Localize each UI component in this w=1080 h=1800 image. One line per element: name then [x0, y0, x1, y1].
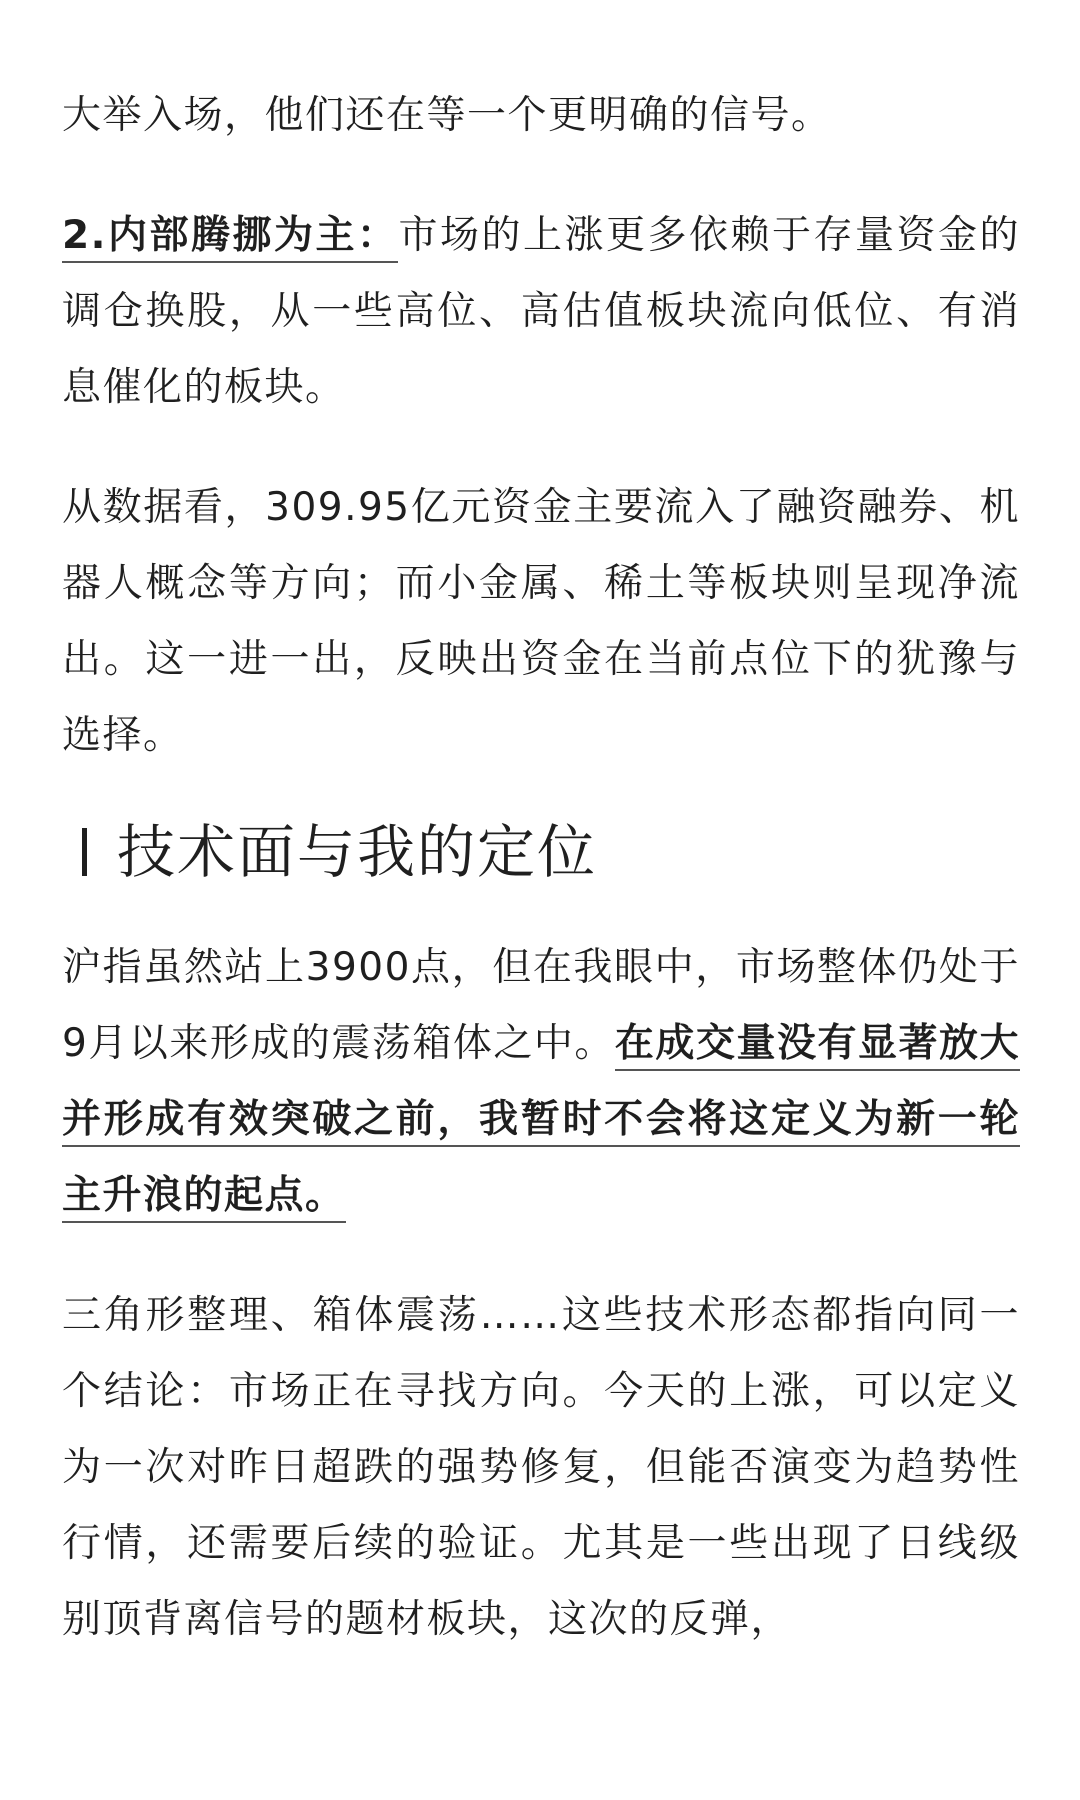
- bold-emphasis: 在成交量没有显著放大并形成有效突破之前，我暂时不会将这定义为新一轮主升浪的起点。: [62, 1021, 1020, 1223]
- bold-point-label: 2.内部腾挪为主：: [62, 213, 398, 263]
- paragraph-technical: [62, 930, 1020, 1234]
- paragraph-capital-flow: 从数据看，309.95亿元资金主要流入了融资融券、机器人概念等方向；而小金属、稀土等板块则呈现净流出。这一进一出，反映出资金在当前点位下的犹豫与选择。: [62, 485, 1020, 758]
- section-heading-text: 技术面与我的定位: [117, 818, 598, 886]
- paragraph-signal: 大举入场，他们还在等一个更明确的信号。: [62, 93, 832, 138]
- paragraph-conclusion: 三角形整理、箱体震荡……这些技术形态都指向同一个结论：市场正在寻找方向。今天的上涨，可以定义为一次对昨日超跌的强势修复，但能否演变为趋势性行情，还需要后续的验证。尤其是一些出现了日线级别顶背离信号的题材板块，这次的反弹，: [62, 1293, 1020, 1642]
- heading-bar: [82, 828, 87, 876]
- paragraph-internal-rotation: [62, 198, 1020, 426]
- section-heading: [62, 812, 1020, 892]
- paragraph-text: 沪指虽然站上3900点，但在我眼中，市场整体仍处于9月以来形成的震荡箱体之中。: [62, 945, 1020, 1066]
- paragraph-text: 市场的上涨更多依赖于存量资金的调仓换股，从一些高位、高估值板块流向低位、有消息催化的板块。: [62, 213, 1020, 410]
